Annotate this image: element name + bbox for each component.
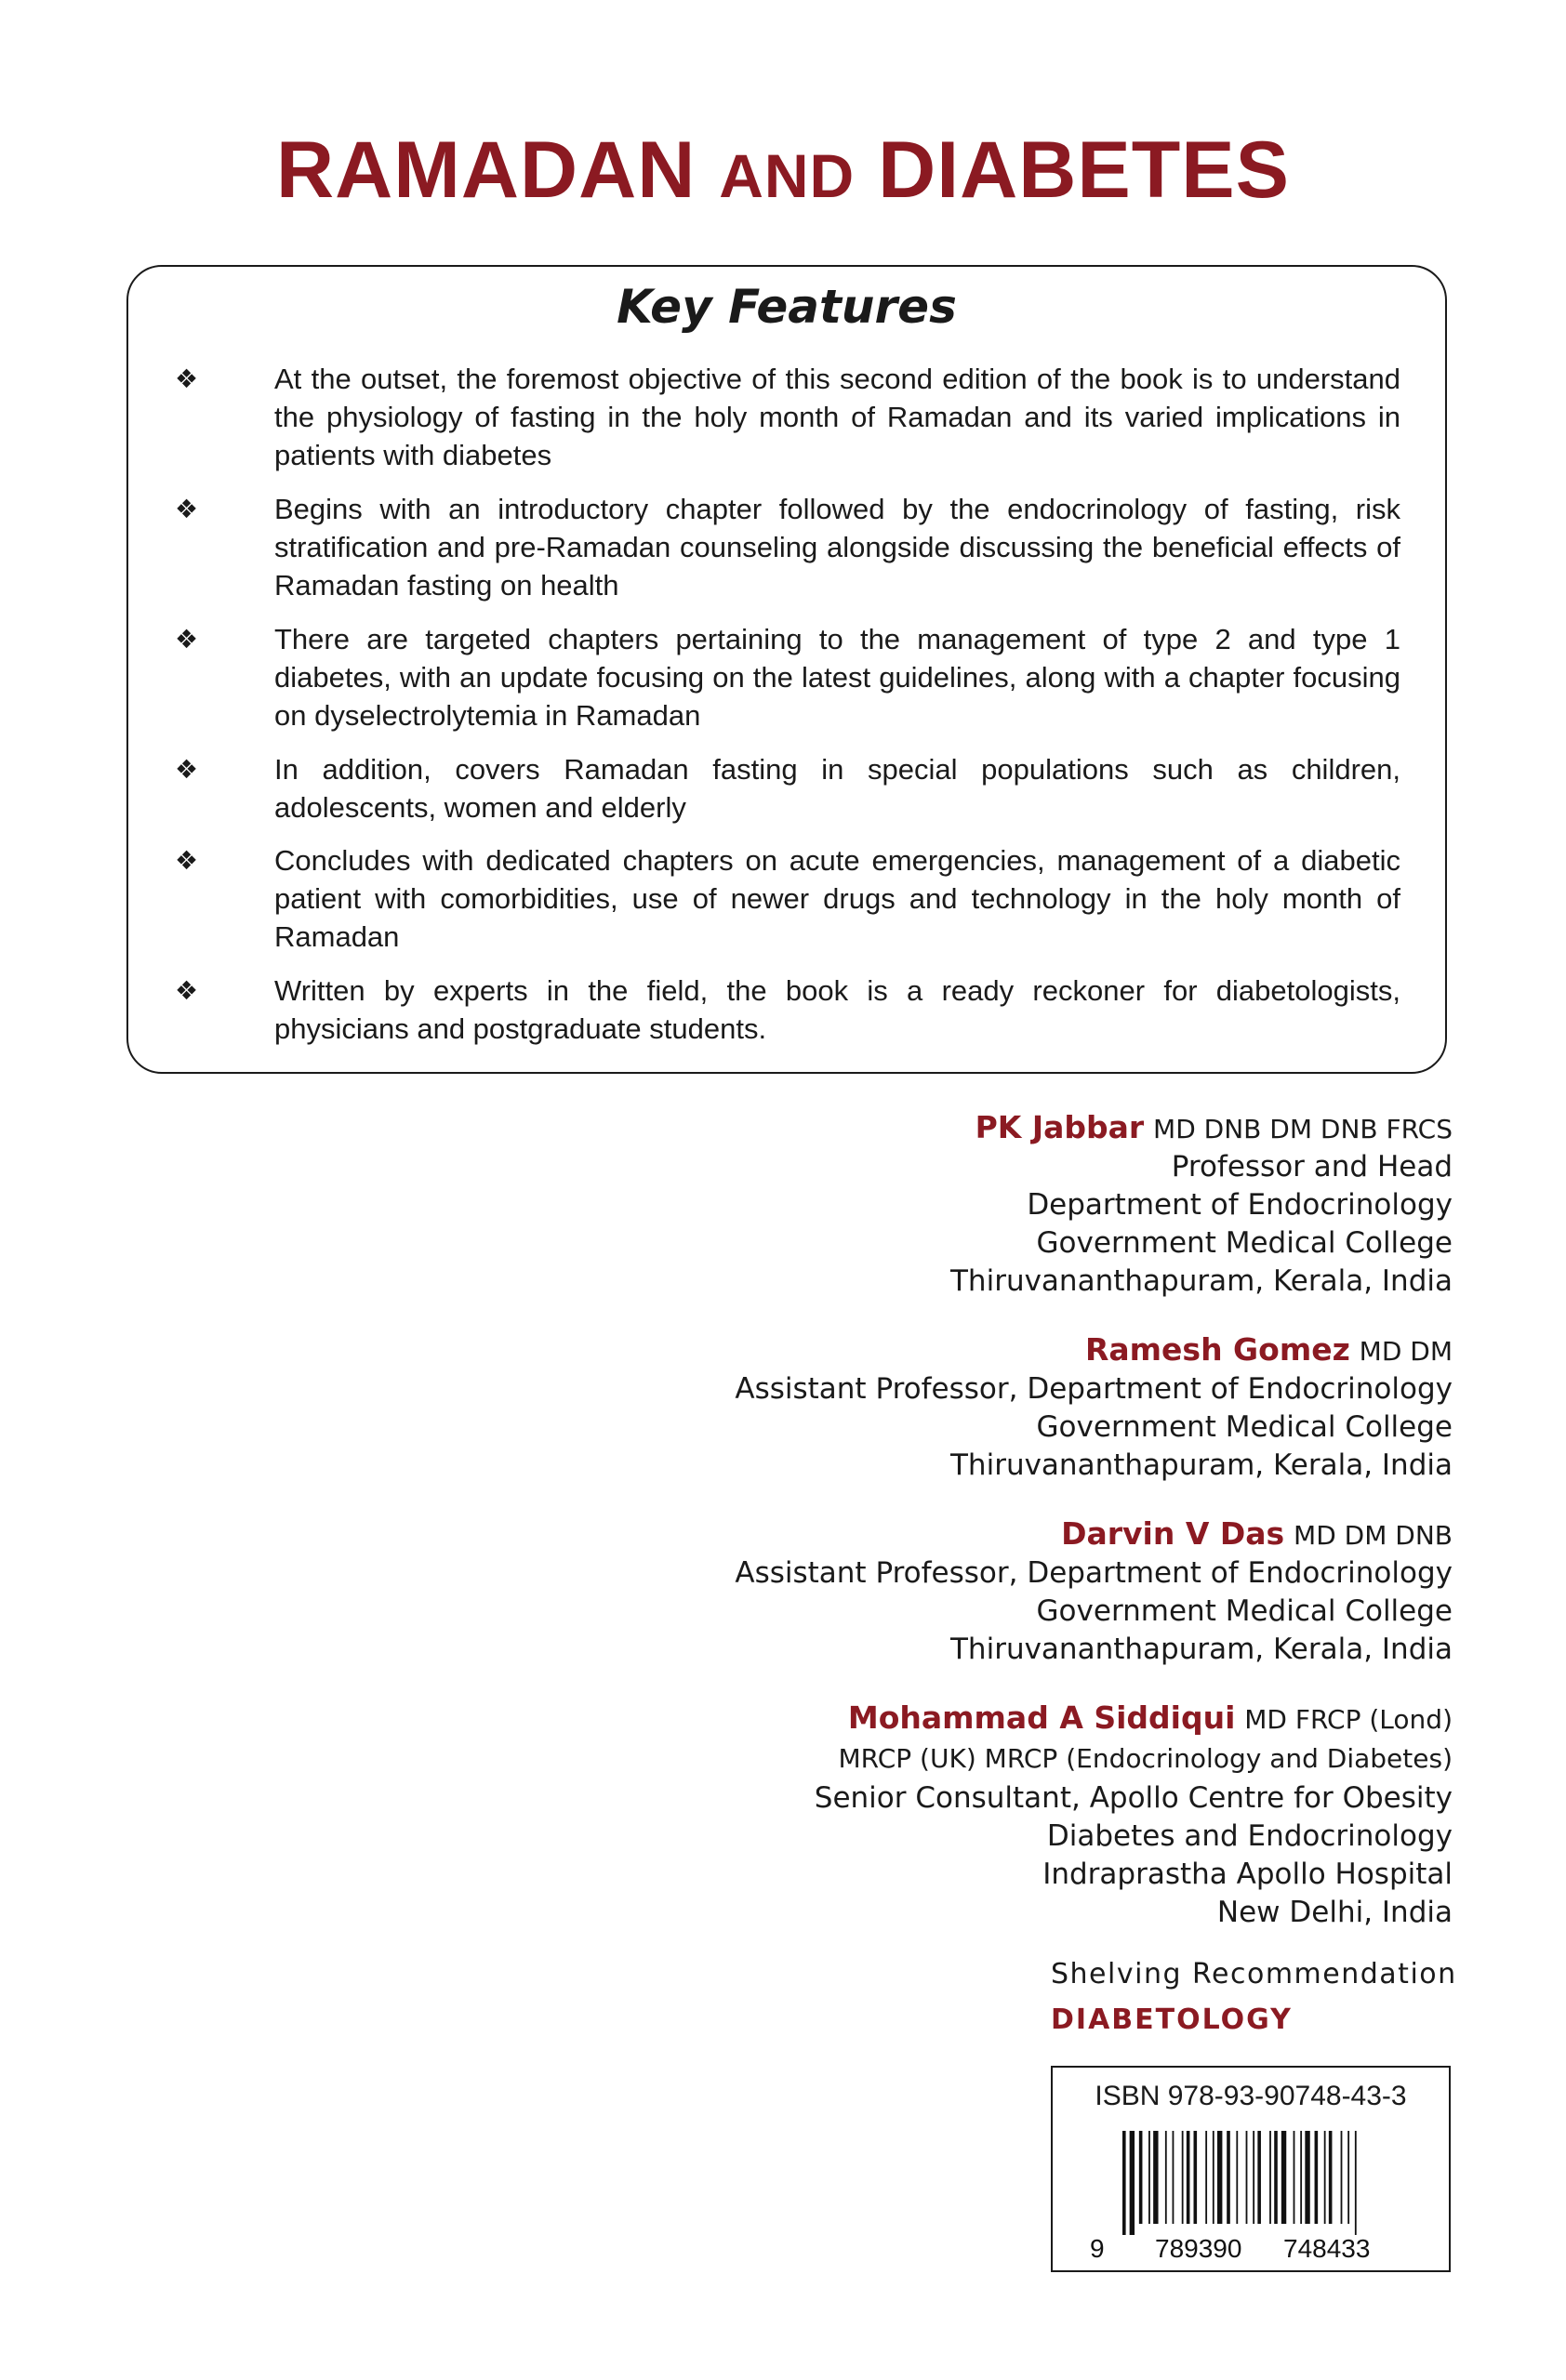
barcode-bar [1341, 2131, 1343, 2224]
barcode-bar [1182, 2131, 1184, 2224]
feature-text: Concludes with dedicated chapters on acute emergencies, management of a diabetic patient with comorbidities, use of newer drugs and technology in the holy month of Ramadan [274, 844, 1400, 953]
barcode-bar [1274, 2131, 1278, 2224]
feature-text: Begins with an introductory chapter followed by the endocrinology of fasting, risk stratification and pre-Ramadan counseling alongside discussing the beneficial effects of Ramadan fasting on health [274, 493, 1400, 602]
author-credentials: MD DNB DM DNB FRCS [1153, 1114, 1453, 1144]
barcode-bar [1294, 2131, 1295, 2224]
isbn-text: ISBN 978-93-90748-43-3 [1095, 2081, 1407, 2111]
author-affiliation-line: Indraprastha Apollo Hospital [1042, 1858, 1453, 1891]
author-affiliation-line: Diabetes and Endocrinology [1046, 1819, 1453, 1853]
isbn-barcode-box [1051, 2066, 1451, 2272]
author-affiliation-line: New Delhi, India [1216, 1896, 1453, 1929]
feature-text: There are targeted chapters pertaining to the management of type 2 and type 1 diabetes, with an update focusing on the latest guidelines, along with a chapter focusing on dyselectrolytemia in Ramadan [274, 623, 1400, 732]
author-affiliation-line: Thiruvananthapuram, Kerala, India [950, 1633, 1453, 1666]
shelving-label: Shelving Recommendation [1051, 1958, 1457, 1990]
title-word-ramadan: RAMADAN [276, 126, 697, 215]
author-block [616, 1108, 1453, 1301]
barcode-bar [1315, 2131, 1319, 2224]
title-word-and: AND [719, 141, 856, 210]
feature-item [175, 620, 1400, 734]
author-affiliation-line: Department of Endocrinology [1027, 1188, 1453, 1222]
title-word-diabetes: DIABETES [878, 126, 1290, 215]
barcode-bar [1269, 2131, 1271, 2224]
author-credentials-line-2: MRCP (UK) MRCP (Endocrinology and Diabetes) [838, 1743, 1453, 1774]
author-credentials: MD DM [1359, 1336, 1453, 1367]
feature-text: At the outset, the foremost objective of this second edition of the book is to understand the physiology of fasting in the holy month of Ramadan and its varied implications in patients with diabetes [274, 363, 1400, 471]
barcode-bar [1305, 2131, 1309, 2224]
diamond-bullet-icon: ❖ [175, 494, 199, 524]
barcode-bar [1300, 2131, 1302, 2224]
author-block [616, 1699, 1453, 1932]
author-affiliation-line: Professor and Head [1171, 1150, 1453, 1183]
barcode-bar [1187, 2131, 1190, 2224]
diamond-bullet-icon: ❖ [175, 845, 199, 876]
feature-text: Written by experts in the field, the book is a ready reckoner for diabetologists, physicians and postgraduate students. [274, 974, 1400, 1045]
barcode-bar [1139, 2131, 1143, 2224]
author-affiliation-line: Assistant Professor, Department of Endocrinology [735, 1372, 1453, 1406]
author-affiliation-line: Thiruvananthapuram, Kerala, India [950, 1264, 1453, 1298]
diamond-bullet-icon: ❖ [175, 975, 199, 1006]
author-affiliation-line: Thiruvananthapuram, Kerala, India [950, 1448, 1453, 1482]
author-name: Darvin V Das [1061, 1515, 1285, 1552]
key-features-heading: Key Features [617, 280, 957, 334]
barcode-bar [1205, 2131, 1207, 2224]
barcode-bar [1153, 2131, 1158, 2224]
barcode-bar [1173, 2131, 1174, 2224]
barcode-digits-left: 789390 [1155, 2234, 1242, 2263]
barcode-bar [1246, 2131, 1248, 2224]
feature-item [175, 750, 1400, 826]
barcode-bar [1148, 2131, 1150, 2224]
author-block [616, 1514, 1453, 1669]
barcode-bar [1329, 2131, 1333, 2224]
author-block [616, 1330, 1453, 1485]
shelving-category: DIABETOLOGY [1051, 2003, 1293, 2036]
diamond-bullet-icon: ❖ [175, 624, 199, 654]
barcode-digit-first: 9 [1090, 2234, 1105, 2263]
feature-item [175, 360, 1400, 474]
author-affiliation-line: Government Medical College [1036, 1226, 1453, 1260]
feature-text: In addition, covers Ramadan fasting in special populations such as children, adolescents, women and elderly [274, 753, 1400, 824]
book-title [0, 126, 1566, 215]
author-credentials: MD DM DNB [1294, 1520, 1453, 1551]
feature-item [175, 972, 1400, 1048]
authors-list [616, 1108, 1453, 1962]
barcode-bar [1213, 2131, 1214, 2224]
barcode-bar [1324, 2131, 1326, 2224]
author-affiliation-line: Government Medical College [1036, 1410, 1453, 1444]
author-affiliation-line: Assistant Professor, Department of Endocrinology [735, 1556, 1453, 1590]
diamond-bullet-icon: ❖ [175, 754, 199, 785]
author-name: PK Jabbar [975, 1109, 1145, 1145]
author-affiliation-line: Senior Consultant, Apollo Centre for Obesity [814, 1781, 1453, 1815]
barcode-icon [1053, 2127, 1453, 2267]
barcode-bar [1122, 2131, 1126, 2235]
barcode-bar [1194, 2131, 1198, 2224]
feature-item [175, 490, 1400, 604]
barcode-bar [1347, 2131, 1349, 2224]
author-name: Ramesh Gomez [1084, 1331, 1350, 1368]
barcode-digits-right: 748433 [1283, 2234, 1371, 2263]
barcode-bar [1355, 2131, 1357, 2235]
barcode-bar [1253, 2131, 1254, 2224]
barcode-bar [1130, 2131, 1135, 2235]
diamond-bullet-icon: ❖ [175, 364, 199, 394]
author-affiliation-line: Government Medical College [1036, 1594, 1453, 1628]
barcode-bar [1227, 2131, 1230, 2224]
barcode-bar [1236, 2131, 1238, 2224]
key-features-box [126, 265, 1447, 1074]
barcode-bar [1257, 2131, 1261, 2224]
barcode-bar [1281, 2131, 1286, 2224]
shelving-recommendation [1051, 1958, 1457, 2036]
author-credentials: MD FRCP (Lond) [1244, 1704, 1453, 1735]
barcode-bar [1217, 2131, 1222, 2224]
author-name: Mohammad A Siddiqui [847, 1699, 1236, 1736]
barcode-bar [1165, 2131, 1167, 2224]
feature-item [175, 841, 1400, 956]
